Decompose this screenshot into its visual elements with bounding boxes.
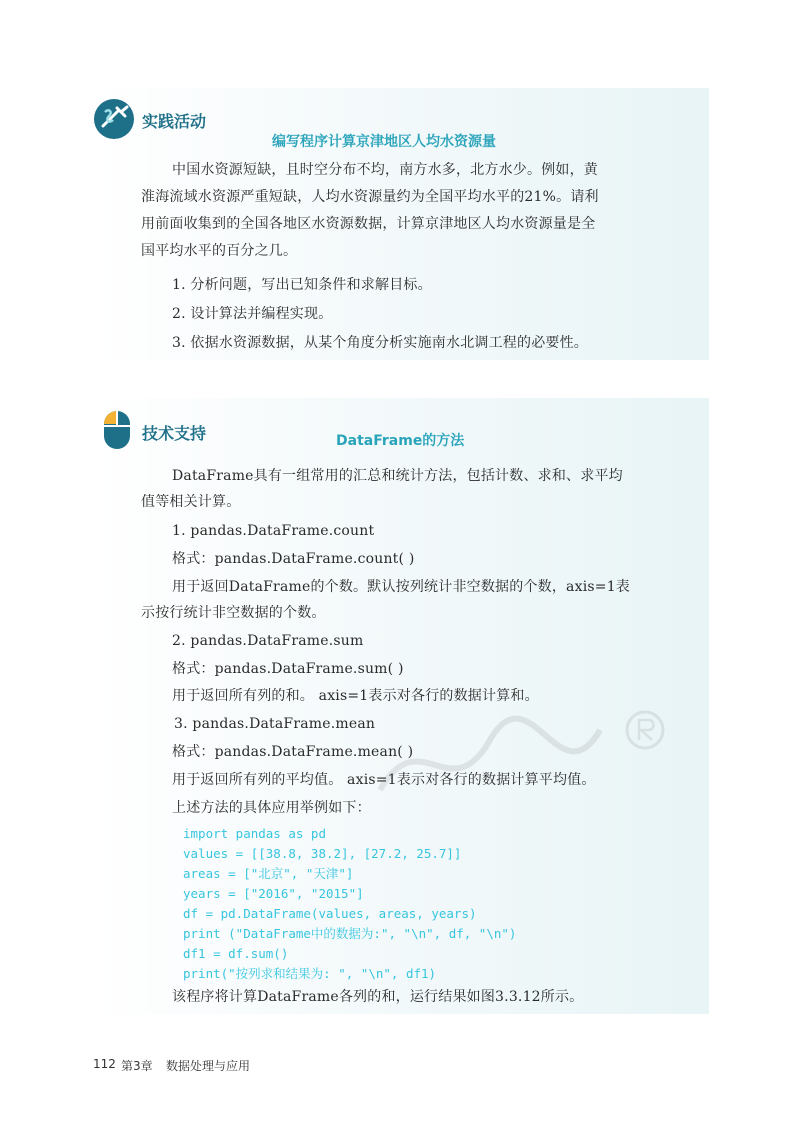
- section-title: DataFrame的方法: [336, 433, 465, 449]
- method-syntax: 格式：pandas.DataFrame.mean( ): [172, 744, 414, 760]
- code-line: values = [[38.8, 38.2], [27.2, 25.7]]: [183, 846, 462, 861]
- chapter-number: 第3章: [121, 1059, 153, 1073]
- example-intro: 上述方法的具体应用举例如下：: [172, 800, 371, 816]
- task-item: 2. 设计算法并编程实现。: [172, 306, 333, 322]
- paragraph-line: 淮海流域水资源严重短缺，人均水资源量约为全国平均水平的21%。请利: [141, 189, 599, 205]
- section-label: 实践活动: [142, 112, 207, 131]
- code-line: areas = ["北京", "天津"]: [183, 866, 354, 881]
- method-syntax: 格式：pandas.DataFrame.count( ): [172, 551, 415, 567]
- page-number: 112: [93, 1057, 116, 1071]
- paragraph-line: 用前面收集到的全国各地区水资源数据，计算京津地区人均水资源量是全: [141, 216, 596, 232]
- code-line: print("按列求和结果为: ", "\n", df1): [183, 966, 437, 981]
- intro-line: 值等相关计算。: [141, 494, 241, 510]
- code-line: years = ["2016", "2015"]: [183, 886, 364, 901]
- method-description: 用于返回所有列的平均值。 axis=1表示对各行的数据计算平均值。: [172, 772, 596, 788]
- section-title: 编写程序计算京津地区人均水资源量: [272, 134, 496, 150]
- paragraph-line: 中国水资源短缺，且时空分布不均，南方水多，北方水少。例如，黄: [172, 162, 598, 178]
- code-line: df1 = df.sum(): [183, 946, 289, 961]
- method-description: 示按行统计非空数据的个数。: [141, 605, 326, 621]
- code-line: df = pd.DataFrame(values, areas, years): [183, 906, 477, 921]
- method-heading: 3. pandas.DataFrame.mean: [174, 716, 376, 732]
- method-heading: 2. pandas.DataFrame.sum: [172, 633, 364, 649]
- task-item: 1. 分析问题，写出已知条件和求解目标。: [172, 277, 432, 293]
- method-heading: 1. pandas.DataFrame.count: [172, 523, 375, 539]
- method-syntax: 格式：pandas.DataFrame.sum( ): [172, 661, 404, 677]
- code-line: import pandas as pd: [183, 826, 326, 841]
- outro-line: 该程序将计算DataFrame各列的和，运行结果如图3.3.12所示。: [172, 989, 584, 1005]
- chapter-title: 数据处理与应用: [166, 1059, 251, 1073]
- mouse-icon: [103, 410, 131, 450]
- paragraph-line: 国平均水平的百分之几。: [141, 243, 298, 259]
- intro-line: DataFrame具有一组常用的汇总和统计方法，包括计数、求和、求平均: [172, 468, 623, 484]
- task-item: 3. 依据水资源数据，从某个角度分析实施南水北调工程的必要性。: [172, 335, 589, 351]
- section-label: 技术支持: [142, 424, 207, 443]
- method-description: 用于返回DataFrame的个数。默认按列统计非空数据的个数，axis=1表: [172, 579, 630, 595]
- code-line: print ("DataFrame中的数据为:", "\n", df, "\n"): [183, 926, 517, 941]
- practice-activity-icon: [93, 98, 135, 140]
- method-description: 用于返回所有列的和。 axis=1表示对各行的数据计算和。: [172, 688, 539, 704]
